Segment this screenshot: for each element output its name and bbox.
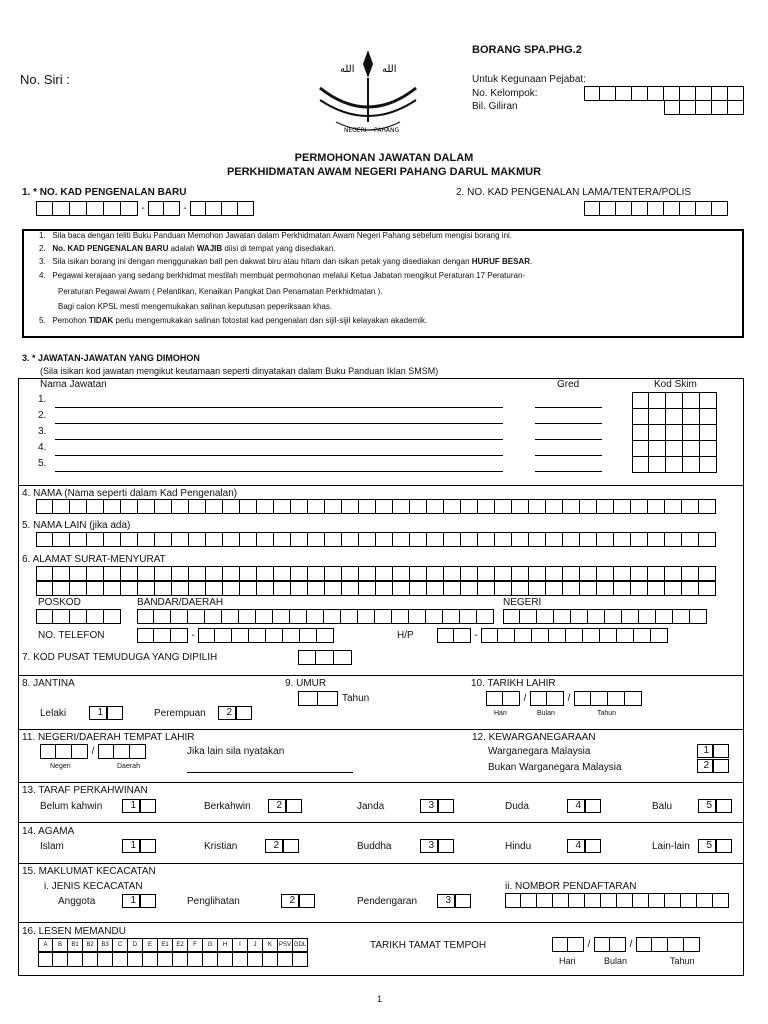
kecacatan-cb1[interactable] xyxy=(140,894,156,908)
lesen-class-gdl: GDL xyxy=(293,938,308,952)
alamat-boxes-2[interactable] xyxy=(36,581,716,596)
kahwin-label: 13. TARAF PERKAHWINAN xyxy=(22,785,148,796)
bil-giliran-boxes[interactable] xyxy=(664,100,744,115)
poskod-boxes[interactable] xyxy=(36,609,121,624)
col-nama-jawatan: Nama Jawatan xyxy=(40,379,107,390)
jawatan-gred-line[interactable] xyxy=(535,455,602,456)
jawatan-name-line[interactable] xyxy=(55,439,503,440)
crest-top-left: ﺍﻟﻠﻪ xyxy=(340,64,355,75)
col-gred: Gred xyxy=(557,379,580,390)
lesen-class-b1: B1 xyxy=(68,938,83,952)
jawatan-row-number: 4. xyxy=(38,442,47,453)
umur-label: 9. UMUR xyxy=(285,678,327,689)
bil-giliran-label: Bil. Giliran xyxy=(472,101,518,112)
tamat-tahun: Tahun xyxy=(670,956,695,966)
kahwin-o3: Janda xyxy=(357,801,385,812)
crest-band-left: NEGERI xyxy=(344,127,367,134)
agama-cb3[interactable] xyxy=(438,839,454,853)
agama-cb1[interactable] xyxy=(140,839,156,853)
lesen-class-j: J xyxy=(248,938,263,952)
tarikh-tamat-label: TARIKH TAMAT TEMPOH xyxy=(370,940,487,951)
tarikh-lahir-boxes[interactable]: / / xyxy=(486,691,642,706)
no-kelompok-label: No. Kelompok: xyxy=(472,88,538,99)
tamat-hari: Hari xyxy=(559,956,576,966)
ic-new-boxes[interactable]: - - xyxy=(36,201,254,216)
warga-1-code: 1 xyxy=(697,744,713,758)
warga-2-code: 2 xyxy=(697,759,713,773)
lesen-class-boxes[interactable] xyxy=(38,952,308,967)
jantina-label: 8. JANTINA xyxy=(22,678,75,689)
lesen-class-h: H xyxy=(218,938,233,952)
col-kod-skim: Kod Skim xyxy=(654,379,697,390)
jawatan-gred-line[interactable] xyxy=(535,439,602,440)
nombor-pendaftaran-label: ii. NOMBOR PENDAFTARAN xyxy=(505,881,637,892)
kahwin-o5: Balu xyxy=(652,801,673,812)
page-number: 1 xyxy=(377,994,383,1004)
jawatan-gred-line[interactable] xyxy=(535,471,602,472)
jawatan-kod-skim-boxes[interactable] xyxy=(632,440,717,457)
jawatan-gred-line[interactable] xyxy=(535,423,602,424)
warga-2: Bukan Warganegara Malaysia xyxy=(488,762,622,773)
lesen-class-e: E xyxy=(143,938,158,952)
umur-boxes[interactable] xyxy=(298,691,338,706)
agama-o1: Islam xyxy=(40,841,64,852)
lelaki-checkbox[interactable] xyxy=(107,706,123,720)
instruction-4: 4. Pegawai kerajaan yang sedang berkhidmat mestilah membuat permohonan melalui Ketua Jabatan mengikut Peraturan 17 Peraturan- xyxy=(39,271,526,280)
lesen-class-headers xyxy=(38,938,308,952)
agama-c2: 2 xyxy=(265,839,283,853)
tempat-daerah: Daerah xyxy=(117,763,140,770)
lahir-hari: Hari xyxy=(494,710,507,717)
agama-c1: 1 xyxy=(122,839,140,853)
warga-label: 12. KEWARGANEGARAAN xyxy=(472,732,596,743)
kecacatan-c1: 1 xyxy=(122,894,140,908)
kahwin-c5: 5 xyxy=(698,799,716,813)
perempuan-label: Perempuan xyxy=(154,708,206,719)
jawatan-row-number: 5. xyxy=(38,458,47,469)
lahir-tahun: Tahun xyxy=(597,710,617,717)
jika-lain-line[interactable] xyxy=(187,772,353,773)
jawatan-kod-skim-boxes[interactable] xyxy=(632,392,717,409)
lelaki-code: 1 xyxy=(89,706,107,720)
instruction-3: 3. Sila isikan borang ini dengan menggunakan ball pen dakwat biru atau hitam dan isikan petak yang disediakan dengan HURUF BESAR. xyxy=(39,257,533,266)
jawatan-name-line[interactable] xyxy=(55,471,503,472)
tempat-lahir-label: 11. NEGERI/DAERAH TEMPAT LAHIR xyxy=(22,732,195,743)
jawatan-row-number: 2. xyxy=(38,410,47,421)
agama-o5: Lain-lain xyxy=(652,841,690,852)
nama-boxes[interactable] xyxy=(36,499,716,514)
lesen-class-b: B xyxy=(53,938,68,952)
lesen-class-b2: B2 xyxy=(83,938,98,952)
lelaki-label: Lelaki xyxy=(40,708,67,719)
lesen-class-e2: E2 xyxy=(173,938,188,952)
kahwin-cb2[interactable] xyxy=(286,799,302,813)
form-title-2: PERKHIDMATAN AWAM NEGERI PAHANG DARUL MAKMUR xyxy=(226,166,542,178)
kahwin-cb4[interactable] xyxy=(585,799,601,813)
kecacatan-label: 15. MAKLUMAT KECACATAN xyxy=(22,866,156,877)
telefon-label: NO. TELEFON xyxy=(38,630,105,641)
jawatan-note: (Sila isikan kod jawatan mengikut keutamaan seperti dinyatakan dalam Buku Panduan Iklan SMSM) xyxy=(40,366,439,376)
pahang-crest-logo xyxy=(306,42,430,142)
form-title-1: PERMOHONAN JAWATAN DALAM xyxy=(294,152,474,164)
umur-tahun: Tahun xyxy=(342,693,370,704)
agama-label: 14. AGAMA xyxy=(22,826,75,837)
hp-label: H/P xyxy=(397,630,414,641)
kecacatan-c2: 2 xyxy=(281,894,299,908)
jawatan-row-number: 1. xyxy=(38,394,47,405)
tempat-lahir-boxes[interactable]: / xyxy=(40,744,146,759)
ic-old-label: 2. NO. KAD PENGENALAN LAMA/TENTERA/POLIS xyxy=(456,187,692,198)
kahwin-c3: 3 xyxy=(420,799,438,813)
kecacatan-cb2[interactable] xyxy=(299,894,315,908)
jawatan-kod-skim-boxes[interactable] xyxy=(632,456,717,473)
agama-c4: 4 xyxy=(567,839,585,853)
tempat-negeri: Negeri xyxy=(50,763,71,770)
kahwin-cb5[interactable] xyxy=(716,799,732,813)
lahir-bulan: Bulan xyxy=(537,710,555,717)
form-code: BORANG SPA.PHG.2 xyxy=(472,44,582,56)
kod-pusat-boxes[interactable] xyxy=(298,650,352,665)
warga-2-checkbox[interactable] xyxy=(713,759,729,773)
lesen-class-k: K xyxy=(263,938,278,952)
instruction-4-kpsl: Bagi calon KPSL mesti mengemukakan salinan keputusan peperiksaan khas. xyxy=(58,302,333,311)
warga-1: Warganegara Malaysia xyxy=(488,746,591,757)
agama-c5: 5 xyxy=(698,839,716,853)
office-use-label: Untuk Kegunaan Pejabat: xyxy=(472,74,586,85)
kecacatan-o1: Anggota xyxy=(58,896,96,907)
kahwin-o4: Duda xyxy=(505,801,529,812)
agama-o4: Hindu xyxy=(505,841,532,852)
kecacatan-c3: 3 xyxy=(437,894,455,908)
agama-cb2[interactable] xyxy=(283,839,299,853)
no-siri-label: No. Siri : xyxy=(20,72,70,87)
instruction-2: 2. No. KAD PENGENALAN BARU adalah WAJIB diisi di tempat yang disediakan. xyxy=(39,244,336,253)
kecacatan-o2: Penglihatan xyxy=(187,896,240,907)
jawatan-name-line[interactable] xyxy=(55,407,503,408)
kahwin-cb3[interactable] xyxy=(438,799,454,813)
lesen-class-d: D xyxy=(128,938,143,952)
crest-band-right: PAHANG xyxy=(374,127,400,134)
perempuan-code: 2 xyxy=(218,706,236,720)
jawatan-kod-skim-boxes[interactable] xyxy=(632,424,717,441)
tamat-bulan: Bulan xyxy=(604,956,628,966)
nama-lain-label: 5. NAMA LAIN (jika ada) xyxy=(22,520,131,531)
lesen-class-g: G xyxy=(203,938,218,952)
jawatan-label: 3. * JAWATAN-JAWATAN YANG DIMOHON xyxy=(22,353,200,363)
agama-cb5[interactable] xyxy=(716,839,732,853)
lesen-label: 16. LESEN MEMANDU xyxy=(22,926,126,937)
poskod-label: POSKOD xyxy=(38,597,81,608)
negeri-boxes[interactable] xyxy=(503,609,707,624)
alamat-boxes-1[interactable] xyxy=(36,566,716,581)
ic-new-label: 1. * NO. KAD PENGENALAN BARU xyxy=(22,187,187,198)
kahwin-c2: 2 xyxy=(268,799,286,813)
lesen-class-f: F xyxy=(188,938,203,952)
lesen-class-a: A xyxy=(38,938,53,952)
instruction-5: 5. Pemohon TIDAK perlu mengemukakan salinan fotostat kad pengenalan dan sijil-sijil kelayakan akademik. xyxy=(39,316,428,325)
tarikh-tamat-boxes[interactable]: / / xyxy=(552,937,700,952)
jawatan-gred-line[interactable] xyxy=(535,407,602,408)
nama-label: 4. NAMA (Nama seperti dalam Kad Pengenalan) xyxy=(22,488,238,499)
kahwin-o2: Berkahwin xyxy=(204,801,251,812)
lesen-class-i: I xyxy=(233,938,248,952)
kahwin-c1: 1 xyxy=(122,799,140,813)
jawatan-name-line[interactable] xyxy=(55,455,503,456)
lesen-class-c: C xyxy=(113,938,128,952)
agama-c3: 3 xyxy=(420,839,438,853)
negeri-label: NEGERI xyxy=(503,597,542,608)
bandar-label: BANDAR/DAERAH xyxy=(137,597,224,608)
kecacatan-o3: Pendengaran xyxy=(357,896,418,907)
jenis-kecacatan-label: i. JENIS KECACATAN xyxy=(44,881,143,892)
nombor-pendaftaran-boxes[interactable] xyxy=(505,893,729,908)
telefon-boxes[interactable]: - xyxy=(137,628,334,643)
warga-1-checkbox[interactable] xyxy=(713,744,729,758)
perempuan-checkbox[interactable] xyxy=(236,706,252,720)
crest-top-right: ﺍﻟﻠﻪ xyxy=(382,64,397,75)
ic-old-boxes[interactable] xyxy=(584,201,728,216)
kecacatan-cb3[interactable] xyxy=(455,894,471,908)
instruction-4-cont: Peraturan Pegawai Awam ( Pelantikan, Kenaikan Pangkat Dan Penamatan Perkhidmatan ). xyxy=(58,287,383,296)
bandar-boxes[interactable] xyxy=(137,609,494,624)
nama-lain-boxes[interactable] xyxy=(36,532,716,547)
hp-boxes[interactable]: - xyxy=(437,628,668,643)
kahwin-cb1[interactable] xyxy=(140,799,156,813)
kahwin-c4: 4 xyxy=(567,799,585,813)
jawatan-row-number: 3. xyxy=(38,426,47,437)
lesen-class-b3: B3 xyxy=(98,938,113,952)
lesen-class-psv: PSV xyxy=(278,938,293,952)
kahwin-o1: Belum kahwin xyxy=(40,801,103,812)
jika-lain-label: Jika lain sila nyatakan xyxy=(187,746,285,757)
jawatan-name-line[interactable] xyxy=(55,423,503,424)
kod-pusat-label: 7. KOD PUSAT TEMUDUGA YANG DIPILIH xyxy=(22,652,218,663)
instruction-1: 1. Sila baca dengan teliti Buku Panduan Memohon Jawatan dalam Perkhidmatan Awam Negeri Pahang sebelum mengisi borang ini. xyxy=(39,231,513,240)
agama-o3: Buddha xyxy=(357,841,392,852)
agama-o2: Kristian xyxy=(204,841,238,852)
no-kelompok-boxes[interactable] xyxy=(584,86,744,101)
agama-cb4[interactable] xyxy=(585,839,601,853)
jawatan-kod-skim-boxes[interactable] xyxy=(632,408,717,425)
lesen-class-e1: E1 xyxy=(158,938,173,952)
alamat-label: 6. ALAMAT SURAT-MENYURAT xyxy=(22,554,166,565)
tarikh-lahir-label: 10. TARIKH LAHIR xyxy=(471,678,556,689)
